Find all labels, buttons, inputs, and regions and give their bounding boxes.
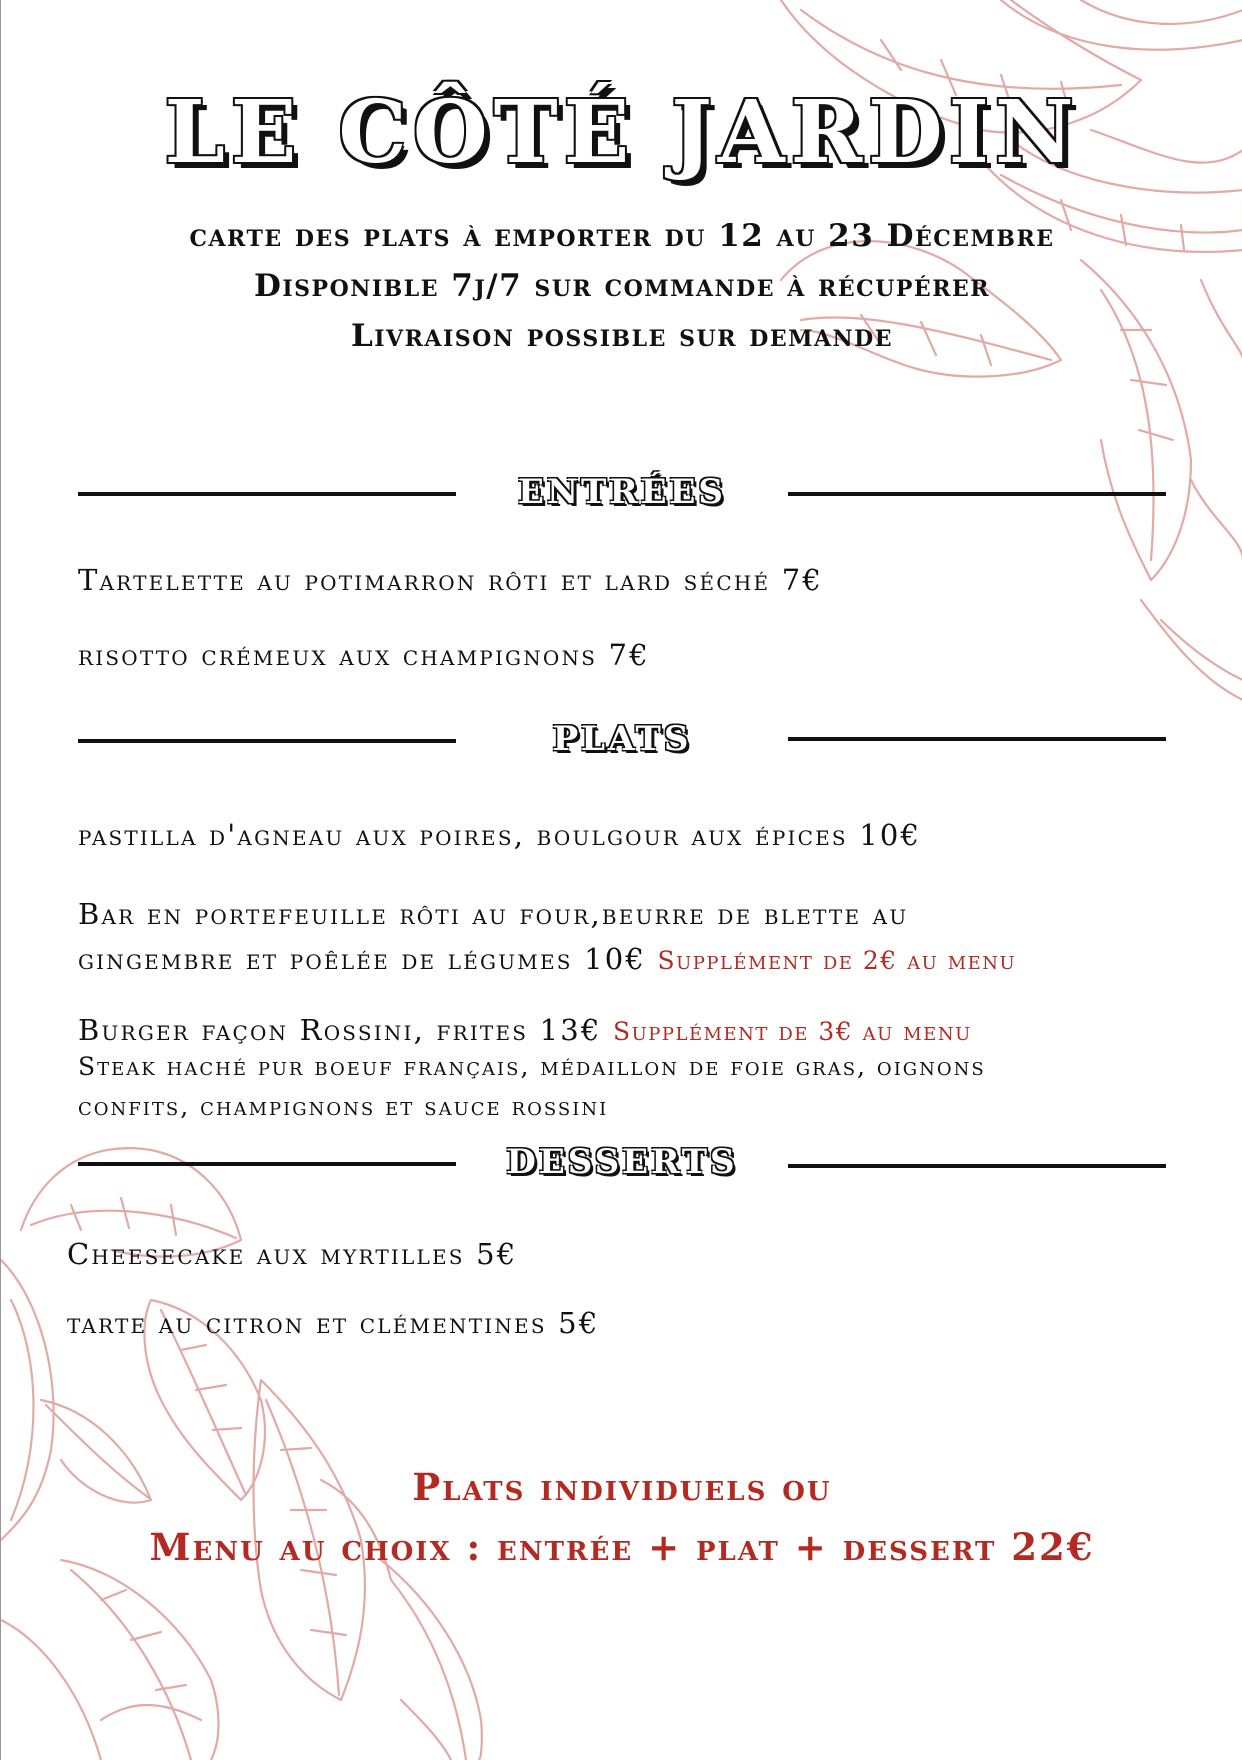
menu-item: Tartelette au potimarron rôti et lard séché 7€ <box>78 563 824 597</box>
menu-offer-line-1: Plats individuels ou <box>412 1465 832 1509</box>
menu-item: Bar en portefeuille rôti au four,beurre de blette au <box>78 897 909 931</box>
subtitle-line-1: carte des plats à emporter du 12 au 23 Décembre <box>189 218 1055 254</box>
section-heading-desserts: DESSERTS <box>506 1142 738 1182</box>
menu-item-text: Burger façon Rossini, frites 13€ <box>78 1013 602 1047</box>
menu-item: pastilla d'agneau aux poires, boulgour aux épices 10€ <box>78 818 922 852</box>
restaurant-title: LE CÔTÉ JARDIN <box>164 82 1080 183</box>
menu-item: tarte au citron et clémentines 5€ <box>67 1306 600 1340</box>
menu-item: Cheesecake aux myrtilles 5€ <box>67 1237 518 1271</box>
menu-item-description: confits, champignons et sauce rossini <box>78 1092 609 1121</box>
section-heading-plats: PLATS <box>552 719 692 759</box>
menu-item <box>78 1013 972 1047</box>
subtitle-line-3: Livraison possible sur demande <box>350 318 894 354</box>
menu-item: risotto crémeux aux champignons 7€ <box>78 638 650 672</box>
menu-item-description: Steak haché pur boeuf français, médaillon de foie gras, oignons <box>78 1052 986 1081</box>
menu-offer-line-2: Menu au choix : entrée + plat + dessert 22€ <box>149 1525 1095 1569</box>
supplement-note: Supplément de 2€ au menu <box>657 946 1017 975</box>
menu-item-line-2 <box>78 942 1016 976</box>
menu-item-text: gingembre et poêlée de légumes 10€ <box>78 942 647 976</box>
section-heading-entrees: ENTRÉES <box>518 472 726 512</box>
subtitle-line-2: Disponible 7j/7 sur commande à récupérer <box>253 268 991 304</box>
supplement-note: Supplément de 3€ au menu <box>612 1017 972 1046</box>
